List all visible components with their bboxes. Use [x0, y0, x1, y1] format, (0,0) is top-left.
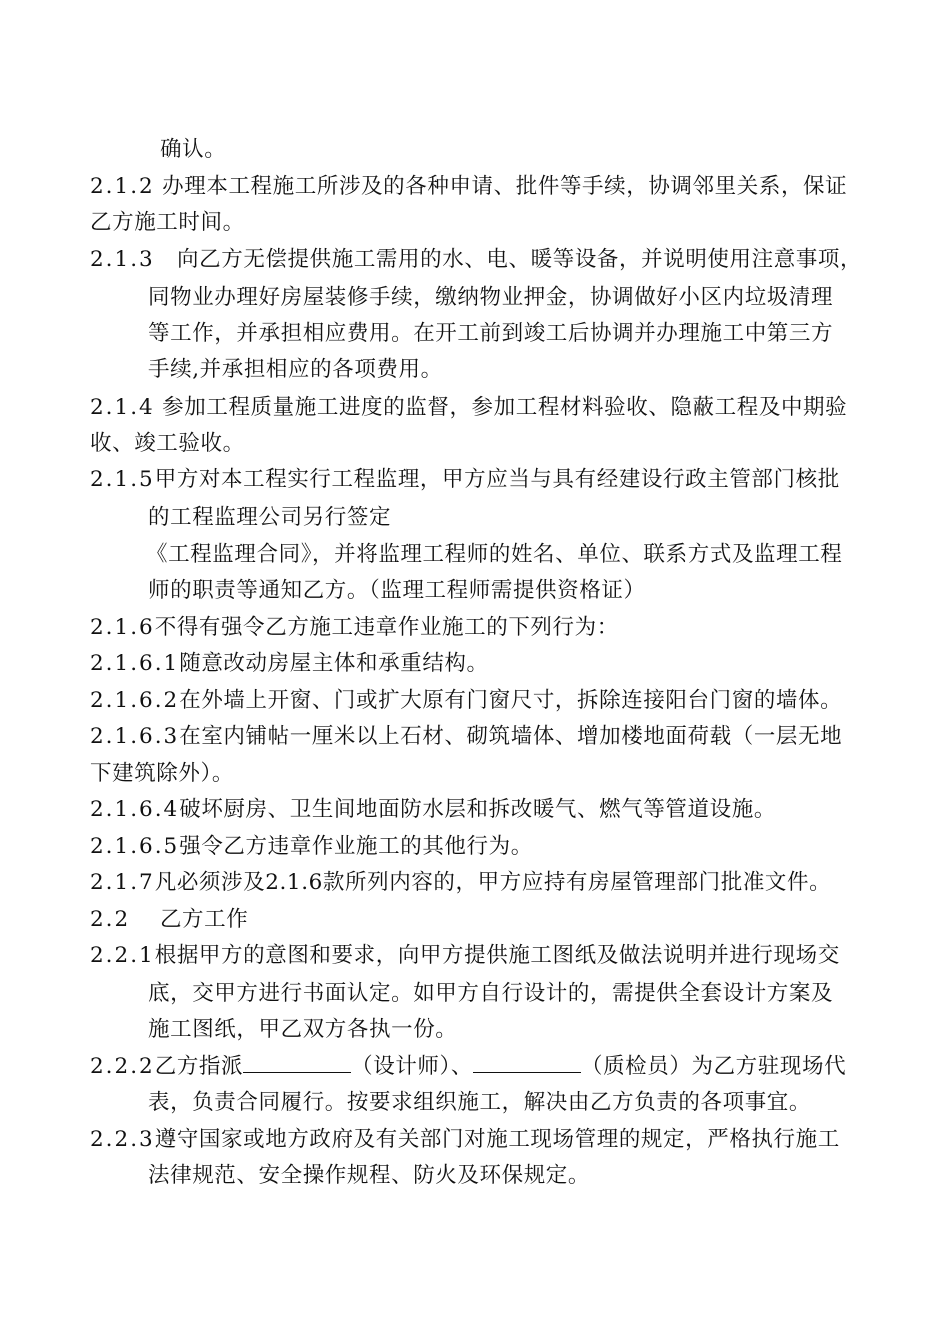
clause-2-1-3: 2.1.3 向乙方无偿提供施工需用的水、电、暖等设备，并说明使用注意事项， [90, 247, 863, 272]
text-line: 表，负责合同履行。按要求组织施工，解决由乙方负责的各项事宜。 [148, 1090, 812, 1115]
clause-number: 2.1.5 [90, 467, 155, 492]
section-2-2-heading [90, 906, 248, 934]
clause-number: 2.1.6.3 [90, 724, 180, 749]
clause-2-1-7: 2.1.7凡必须涉及2.1.6款所列内容的，甲方应持有房屋管理部门批准文件。 [90, 870, 832, 895]
clause-2-2-3: 2.2.3遵守国家或地方政府及有关部门对施工现场管理的规定，严格执行施工 [90, 1127, 840, 1152]
clause-number: 2.1.6.1 [90, 651, 180, 676]
text-line: 下建筑除外）。 [90, 761, 234, 786]
clause-number: 2.1.6.4 [90, 797, 180, 822]
section-title: 乙方工作 [130, 907, 249, 932]
clause-number: 2.2.2 [90, 1054, 155, 1079]
clause-2-1-6-5: 2.1.6.5强令乙方违章作业施工的其他行为。 [90, 834, 533, 859]
text-line: 师的职责等通知乙方。（监理工程师需提供资格证） [148, 578, 646, 603]
clause-number: 2.1.6.5 [90, 834, 180, 859]
clause-2-2-1: 2.2.1根据甲方的意图和要求，向甲方提供施工图纸及做法说明并进行现场交 [90, 943, 840, 968]
clause-2-1-6-1: 2.1.6.1随意改动房屋主体和承重结构。 [90, 651, 489, 676]
text-line: 法律规范、安全操作规程、防火及环保规定。 [148, 1163, 591, 1188]
text-line: 的工程监理公司另行签定 [148, 505, 392, 530]
text-line: 底，交甲方进行书面认定。如甲方自行设计的，需提供全套设计方案及 [148, 981, 834, 1006]
clause-number: 2.2.1 [90, 943, 155, 968]
clause-number: 2.1.4 [90, 395, 155, 420]
text-line: 乙方施工时间。 [90, 210, 245, 235]
clause-2-1-6-2: 2.1.6.2在外墙上开窗、门或扩大原有门窗尺寸，拆除连接阳台门窗的墙体。 [90, 688, 843, 713]
clause-2-1-4: 2.1.4 参加工程质量施工进度的监督，参加工程材料验收、隐蔽工程及中期验 [90, 395, 848, 420]
text-line: 等工作，并承担相应费用。在开工前到竣工后协调并办理施工中第三方 [148, 321, 834, 346]
text-line: 收、竣工验收。 [90, 431, 245, 456]
clause-2-1-6-3: 2.1.6.3在室内铺帖一厘米以上石材、砌筑墙体、增加楼地面荷载（一层无地 [90, 724, 843, 749]
clause-number: 2.1.7 [90, 870, 155, 895]
text-line: 确认。 [160, 137, 227, 162]
clause-number: 2.1.6.2 [90, 688, 180, 713]
clause-number: 2.1.6 [90, 615, 155, 640]
text-line: 《工程监理合同》，并将监理工程师的姓名、单位、联系方式及监理工程 [146, 542, 843, 567]
section-number: 2.2 [90, 907, 131, 932]
clause-2-1-5: 2.1.5甲方对本工程实行工程监理，甲方应当与具有经建设行政主管部门核批 [90, 467, 840, 492]
clause-number: 2.2.3 [90, 1127, 155, 1152]
designer-name-blank[interactable] [243, 1052, 351, 1073]
inspector-name-blank[interactable] [473, 1052, 581, 1073]
text-line: 施工图纸，甲乙双方各执一份。 [148, 1017, 458, 1042]
clause-number: 2.1.2 [90, 174, 155, 199]
clause-2-1-6: 2.1.6不得有强令乙方施工违章作业施工的下列行为： [90, 615, 619, 640]
clause-number: 2.1.3 [90, 247, 155, 272]
text-line: 手续,并承担相应的各项费用。 [148, 357, 443, 382]
clause-2-2-2: 2.2.2乙方指派 （设计师）、 （质检员）为乙方驻现场代 [90, 1054, 847, 1079]
clause-2-1-2: 2.1.2 办理本工程施工所涉及的各种申请、批件等手续，协调邻里关系，保证 [90, 174, 848, 199]
text-line: 同物业办理好房屋装修手续，缴纳物业押金，协调做好小区内垃圾清理 [148, 285, 834, 310]
clause-2-1-6-4: 2.1.6.4破坏厨房、卫生间地面防水层和拆改暖气、燃气等管道设施。 [90, 797, 776, 822]
